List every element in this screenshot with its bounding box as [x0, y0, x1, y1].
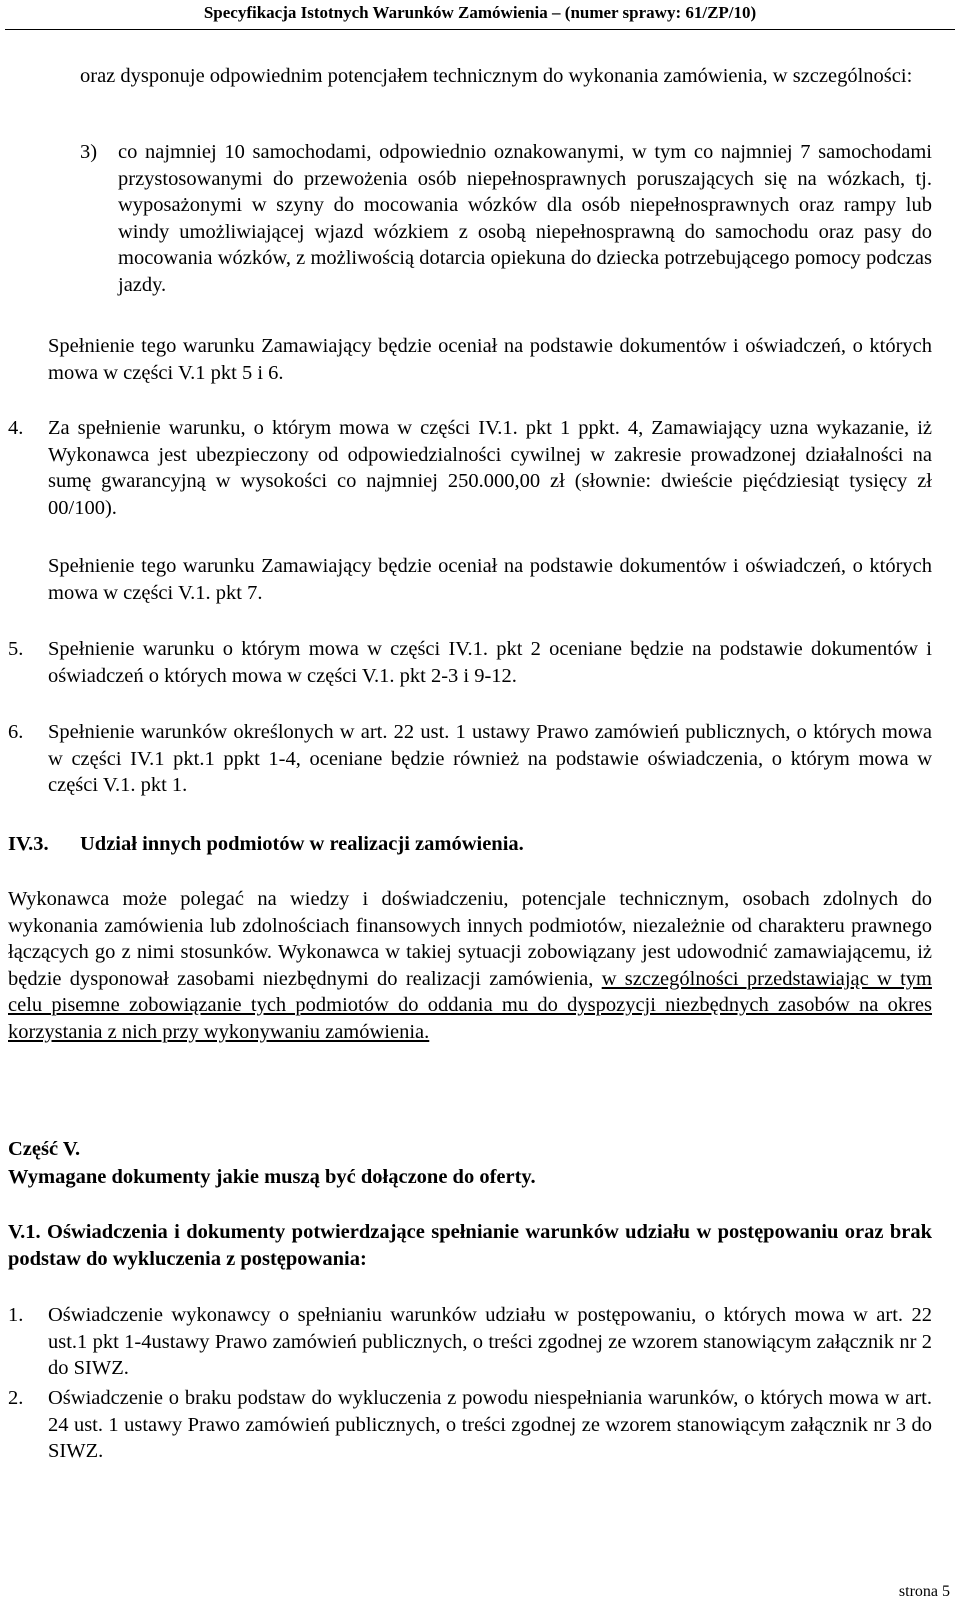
part-v-label: Część V.: [8, 1138, 81, 1160]
iv3-underlined-text: w szczególności przedstawiając w tym celu pisemne zobowiązanie tych podmiotów do oddania mu do dyspozycji niezbędnych zasobów na okres korzystania z nich przy wykonywaniu zamówienia.: [8, 967, 932, 1043]
item-3-number: 3): [80, 141, 98, 163]
v1-item-2-number: 2.: [8, 1387, 24, 1409]
page-number: strona 5: [898, 1583, 950, 1600]
item-5-number: 5.: [8, 638, 24, 660]
v1-item-2-text: Oświadczenie o braku podstaw do wykluczenia z powodu niespełniania warunków, o których mowa w art. 24 ust. 1 ustawy Prawo zamówień publicznych, o treści zgodnej ze wzorem stanowiącym załącznik nr 3 do SIWZ.: [48, 1387, 932, 1462]
page-header: Specyfikacja Istotnych Warunków Zamówienia – (numer sprawy: 61/ZP/10): [203, 3, 757, 22]
v1-item-1-text: Oświadczenie wykonawcy o spełnianiu warunków udziału w postępowaniu, o których mowa w art. 22 ust.1 pkt 1-4ustawy Prawo zamówień publicznych, o treści zgodnej ze wzorem stanowiącym załącznik nr 2 do SIWZ.: [48, 1304, 932, 1379]
assessment-paragraph-2: Spełnienie tego warunku Zamawiający będzie oceniał na podstawie dokumentów i oświadczeń, o których mowa w części V.1. pkt 7.: [48, 555, 932, 604]
intro-paragraph: oraz dysponuje odpowiednim potencjałem technicznym do wykonania zamówienia, w szczególności:: [80, 65, 913, 87]
iv3-text: Wykonawca może polegać na wiedzy i doświadczeniu, potencjale technicznym, osobach zdolnych do wykonania zamówienia lub zdolnościach finansowych innych podmiotów, niezależnie od charakteru prawnego łączących go z nimi stosunków. Wykonawca w takiej sytuacji zobowiązany jest udowodnić zamawiającemu, iż będzie dysponował zasobami niezbędnymi do realizacji zamówienia,: [8, 888, 932, 990]
item-6-text: Spełnienie warunków określonych w art. 22 ust. 1 ustawy Prawo zamówień publicznych, o których mowa w części IV.1 pkt.1 ppkt 1-4, oceniane będzie również na podstawie oświadczenia, o którym mowa w części V.1. pkt 1.: [48, 721, 932, 796]
part-v-title: Wymagane dokumenty jakie muszą być dołączone do oferty.: [8, 1166, 536, 1188]
assessment-paragraph-1: Spełnienie tego warunku Zamawiający będzie oceniał na podstawie dokumentów i oświadczeń, o których mowa w części V.1 pkt 5 i 6.: [48, 335, 932, 384]
v1-item-1-number: 1.: [8, 1304, 24, 1326]
section-iv3-number: IV.3.: [8, 833, 49, 855]
item-4-text: Za spełnienie warunku, o którym mowa w części IV.1. pkt 1 ppkt. 4, Zamawiający uzna wykazanie, iż Wykonawca jest ubezpieczony od odpowiedzialności cywilnej w zakresie prowadzonej działalności na sumę gwarancyjną w wysokości co najmniej 250.000,00 zł (słownie: dwieście pięćdziesiąt tysięcy zł 00/100).: [48, 417, 932, 519]
iv3-paragraph: [8, 886, 932, 1045]
section-iv3-title: Udział innych podmiotów w realizacji zamówienia.: [80, 833, 524, 855]
header-divider: [5, 29, 955, 30]
item-4-number: 4.: [8, 417, 24, 439]
item-6-number: 6.: [8, 721, 24, 743]
item-3-text: co najmniej 10 samochodami, odpowiednio oznakowanymi, w tym co najmniej 7 samochodami przystosowanymi do przewożenia osób niepełnosprawnych poruszających się na wózkach, tj. wyposażonymi w szyny do mocowania wózków dla osób niepełnosprawnych oraz rampy lub windy umożliwiającej wjazd wózkiem z osobą niepełnosprawną do samochodu oraz pasy do mocowania wózków, z możliwością dotarcia opiekuna do dziecka potrzebującego pomocy podczas jazdy.: [118, 141, 932, 296]
v1-heading: V.1. Oświadczenia i dokumenty potwierdzające spełnianie warunków udziału w postępowaniu oraz brak podstaw do wykluczenia z postępowania:: [8, 1221, 932, 1270]
item-5-text: Spełnienie warunku o którym mowa w części IV.1. pkt 2 oceniane będzie na podstawie dokumentów i oświadczeń o których mowa w części V.1. pkt 2-3 i 9-12.: [48, 638, 932, 687]
